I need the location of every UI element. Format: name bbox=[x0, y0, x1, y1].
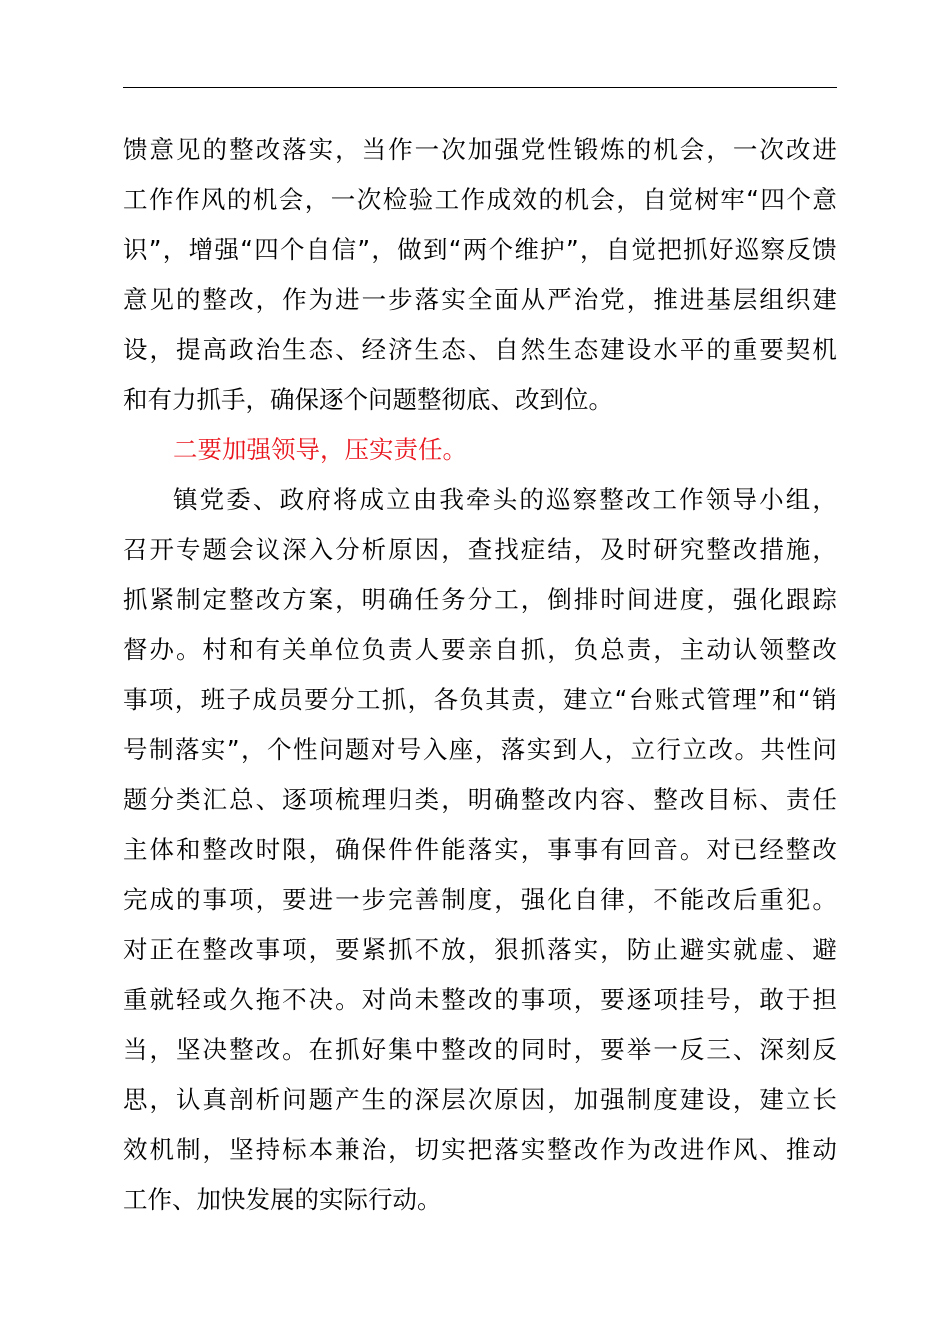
line-text: 召 开 专 题 会 议 深 入 分 析 原 因 ， 查 找 症 结 ， 及 时 研 究 整 改 措 施 ， bbox=[123, 535, 837, 564]
document-body bbox=[123, 125, 837, 1225]
text-line bbox=[123, 925, 837, 975]
text-line bbox=[123, 225, 837, 275]
text-line bbox=[123, 725, 837, 775]
text-line bbox=[123, 1075, 837, 1125]
text-line bbox=[123, 275, 837, 325]
text-line bbox=[123, 325, 837, 375]
text-line bbox=[123, 875, 837, 925]
line-text: 思 ， 认 真 剖 析 问 题 产 生 的 深 层 次 原 因 ， 加 强 制 度 建 设 ， 建 立 长 bbox=[123, 1085, 837, 1114]
text-line bbox=[123, 175, 837, 225]
line-text: 识 ” ， 增 强 “ 四 个 自 信 ” ， 做 到 “ 两 个 维 护 ” ， 自 觉 把 抓 好 巡 察 反 馈 bbox=[123, 235, 837, 264]
line-text: 号 制 落 实 ” ， 个 性 问 题 对 号 入 座 ， 落 实 到 人 ， 立 行 立 改 。 共 性 问 bbox=[123, 735, 837, 764]
line-text: 意 见 的 整 改 ， 作 为 进 一 步 落 实 全 面 从 严 治 党 ， 推 进 基 层 组 织 建 bbox=[123, 285, 837, 314]
text-line bbox=[123, 1175, 837, 1225]
line-text: 当 ， 坚 决 整 改 。 在 抓 好 集 中 整 改 的 同 时 ， 要 举 一 反 三 、 深 刻 反 bbox=[123, 1035, 837, 1064]
line-text: 工作、加快发展的实际行动。 bbox=[123, 1185, 442, 1214]
text-line bbox=[123, 625, 837, 675]
line-text: 对 正 在 整 改 事 项 ， 要 紧 抓 不 放 ， 狠 抓 落 实 ， 防 止 避 实 就 虚 、 避 bbox=[123, 935, 837, 964]
line-text: 馈 意 见 的 整 改 落 实 ， 当 作 一 次 加 强 党 性 锻 炼 的 机 会 ， 一 次 改 进 bbox=[123, 135, 837, 164]
line-text: 抓 紧 制 定 整 改 方 案 ， 明 确 任 务 分 工 ， 倒 排 时 间 进 度 ， 强 化 跟 踪 bbox=[123, 585, 837, 614]
line-text: 效 机 制 ， 坚 持 标 本 兼 治 ， 切 实 把 落 实 整 改 作 为 改 进 作 风 、 推 动 bbox=[123, 1135, 837, 1164]
text-line bbox=[123, 375, 837, 425]
line-text: 镇 党 委 、 政 府 将 成 立 由 我 牵 头 的 巡 察 整 改 工 作 领 导 小 组 ， bbox=[173, 485, 837, 514]
text-line bbox=[123, 475, 837, 525]
line-text: 主 体 和 整 改 时 限 ， 确 保 件 件 能 落 实 ， 事 事 有 回 音 。 对 已 经 整 改 bbox=[123, 835, 837, 864]
heading-text: 二要加强领导，压实责任。 bbox=[173, 435, 467, 464]
line-text: 工 作 作 风 的 机 会 ， 一 次 检 验 工 作 成 效 的 机 会 ， 自 觉 树 牢 “ 四 个 意 bbox=[123, 185, 837, 214]
line-text: 和有力抓手，确保逐个问题整彻底、改到位。 bbox=[123, 385, 613, 414]
section-heading bbox=[123, 425, 837, 475]
header-rule bbox=[123, 87, 837, 88]
text-line bbox=[123, 125, 837, 175]
text-line bbox=[123, 975, 837, 1025]
line-text: 设 ， 提 高 政 治 生 态 、 经 济 生 态 、 自 然 生 态 建 设 水 平 的 重 要 契 机 bbox=[123, 335, 837, 364]
line-text: 完 成 的 事 项 ， 要 进 一 步 完 善 制 度 ， 强 化 自 律 ， 不 能 改 后 重 犯 。 bbox=[123, 885, 837, 914]
line-text: 事 项 ， 班 子 成 员 要 分 工 抓 ， 各 负 其 责 ， 建 立 “ 台 账 式 管 理 ” 和 “ 销 bbox=[123, 685, 837, 714]
line-text: 题 分 类 汇 总 、 逐 项 梳 理 归 类 ， 明 确 整 改 内 容 、 整 改 目 标 、 责 任 bbox=[123, 785, 837, 814]
line-text: 重 就 轻 或 久 拖 不 决 。 对 尚 未 整 改 的 事 项 ， 要 逐 项 挂 号 ， 敢 于 担 bbox=[123, 985, 837, 1014]
text-line bbox=[123, 825, 837, 875]
text-line bbox=[123, 1025, 837, 1075]
text-line bbox=[123, 1125, 837, 1175]
text-line bbox=[123, 525, 837, 575]
text-line bbox=[123, 675, 837, 725]
line-text: 督 办 。 村 和 有 关 单 位 负 责 人 要 亲 自 抓 ， 负 总 责 ， 主 动 认 领 整 改 bbox=[123, 635, 837, 664]
text-line bbox=[123, 775, 837, 825]
text-line bbox=[123, 575, 837, 625]
